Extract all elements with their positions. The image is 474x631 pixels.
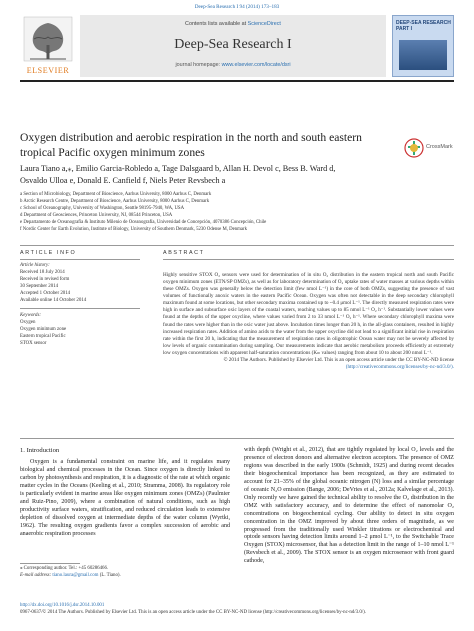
abstract-heading: ABSTRACT — [163, 250, 205, 256]
header-rule — [20, 80, 454, 82]
email-label: E-mail address: — [20, 572, 53, 578]
keywords-label: Keywords: — [20, 312, 42, 318]
elsevier-logo — [20, 15, 76, 77]
page-bottom — [20, 603, 454, 617]
affiliation: a Section of Microbiology, Department of Bioscience, Aarhus University, 8000 Aarhus C, Denmark — [20, 192, 212, 197]
abstract-rule — [163, 259, 454, 260]
article-title: Oxygen distribution and aerobic respiration in the north and south eastern tropical Pacific oxygen minimum zones — [20, 131, 362, 159]
history-item: Accepted 1 October 2014 — [20, 291, 71, 297]
license-link[interactable]: (http://creativecommons.org/licenses/by-nc-nd/3.0/). — [345, 364, 454, 371]
article-info-rule — [20, 259, 140, 260]
journal-homepage — [80, 62, 386, 68]
journal-reference[interactable]: Deep-Sea Research I 94 (2014) 173–183 — [194, 4, 280, 10]
history-item: Received in revised form — [20, 277, 70, 283]
keywords-rule — [20, 308, 140, 309]
journal-title: Deep-Sea Research I — [174, 37, 292, 52]
affiliations — [20, 191, 454, 233]
footnote-rule — [20, 563, 80, 564]
intro-right-column: with depth (Wright et al., 2012), that are tightly regulated by local O₂ levels and the presence of electron donors and alternative electron acceptors. The presence of OMZ regions was described in the early 1900s (Schmidt, 1925) and during recent decades their biogeochemical importance has been recognized, as they are estimated to account for 21–35% of the global oceanic nitrogen (N) loss and a similar percentage of oceanic N₂O emission (Bange, 2006; DeVries et al., 2012a; Kalvelage et al., 2013). Only recently we have gained the technical ability to resolve the O₂ distribution in the OMZ with satisfactory accuracy, and to determine the effect of nanomolar O₂ concentrations on biogeochemical cycling. Our ability to detect in situ oxygen concentration in the OMZ improved by about three orders of magnitude, as we progressed from the traditionally used Winkler titrations or electrochemical and optode sensors having detection limits around 1–2 μmol L⁻¹, to the Switchable Trace Oxygen (STOX) microsensor, that has a detection limit in the range of 1–10 nmol L⁻¹ (Revsbech et al., 2009). The STOX sensor is an oxygen microsensor with front guard cathode, — [244, 447, 454, 565]
email-line — [20, 573, 230, 580]
abstract-text: Highly sensitive STOX O₂ sensors were used for determination of in situ O₂ distribution in the eastern tropical north and south Pacific oxygen minimum zones (ETN/SP OMZs), as well as for laboratory determination of O₂ uptake rates of water masses at various depths within these OMZs. Oxygen was generally below the detection limit (few nmol L⁻¹) in the core of both OMZs, suggesting the presence of vast volumes of functionally anoxic waters in the eastern Pacific Ocean. Oxygen was often not detectable in the deep secondary chlorophyll maximum found at some locations, but other secondary maxima contained up to ~0.4 μmol L⁻¹. The directly measured respiration rates were high in surface and subsurface oxic layers of the coastal waters, reaching values up to 85 nmol L⁻¹ O₂ h⁻¹. Substantially lower values were found at the depths of the upper oxycline, where values varied from 2 to 33 nmol L⁻¹ O₂ h⁻¹. Where secondary chlorophyll maxima were found the rates were higher than in the oxic water just above. Incubation times longer than 20 h, in the all-glass containers, resulted in highly increased respiration rates. Addition of amino acids to the water from the upper oxycline did not lead to a significant initial rise in respiration rate within the first 20 h, indicating that the measurement of respiration rates in oligotrophic Ocean water may not be severely affected by low levels of organic contamination during sampling. Our measurements indicate that aerobic metabolism proceeds efficiently at extremely low oxygen concentrations with apparent half-saturation concentrations (Kₘ values) ranging from about 10 to about 200 nmol L⁻¹. — [163, 272, 454, 356]
history-item: Available online 14 October 2014 — [20, 298, 87, 304]
doi-link[interactable]: http://dx.doi.org/10.1016/j.dsr.2014.10.001 — [20, 603, 105, 608]
email-suffix: (L. Tiano). — [98, 572, 121, 578]
abstract-bottom-rule — [20, 438, 454, 439]
crossmark-icon — [404, 138, 424, 158]
footnotes — [20, 566, 230, 580]
affiliation: b Arctic Research Centre, Department of Bioscience, Aarhus University, 8000 Aarhus C, Denmark — [20, 199, 210, 204]
contents-prefix: Contents lists available at — [185, 21, 248, 27]
abstract — [163, 272, 454, 371]
history-item: Received 18 July 2014 — [20, 270, 65, 276]
copyright: 0967-0637/© 2014 The Authors. Published by Elsevier Ltd. This is an open access article under the CC BY-NC-ND license (http://creativecommons.org/licenses/by-nc-nd/3.0/). — [20, 609, 366, 615]
contents-line — [80, 21, 386, 27]
crossmark-label: CrossMark — [426, 144, 453, 150]
corresponding-author: ⁎ Corresponding author. Tel.: +45 60286466. — [20, 566, 109, 571]
intro-heading: 1. Introduction — [20, 447, 60, 454]
affiliation: e Departamento de Oceanografía & Instituto Milenio de Oceanografía, Universidad de Concepción, 4070386 Concepción, Chile — [20, 220, 267, 225]
keyword: Eastern tropical Pacific — [20, 333, 66, 339]
authors-line-2: Osvaldo Ulloa e, Donald E. Canfield f, Niels Peter Revsbech a — [20, 176, 226, 185]
keyword: Oxygen minimum zone — [20, 326, 67, 332]
publisher-name: ELSEVIER — [26, 66, 70, 75]
affiliation: f Nordic Center for Earth Evolution, Institute of Biology, University of Southern Denmark, 5230 Odense M, Denmark — [20, 227, 247, 232]
crossmark-badge[interactable] — [404, 138, 454, 158]
keyword: Oxygen — [20, 319, 36, 325]
authors-line-1: Laura Tiano a,⁎, Emilio Garcia-Robledo a, Tage Dalsgaard b, Allan H. Devol c, Bess B. Ward d, — [20, 164, 336, 173]
license-text: © 2014 The Authors. Published by Elsevier Ltd. This is an open access article under the CC BY-NC-ND license — [223, 356, 454, 363]
history-item: 30 September 2014 — [20, 284, 59, 290]
article-info — [20, 262, 140, 347]
homepage-prefix: journal homepage: — [175, 62, 222, 68]
email-link[interactable]: tiano.laura@gmail.com — [52, 572, 99, 578]
section-rule — [20, 245, 454, 246]
cover-title: DEEP-SEA RESEARCH PART I — [396, 20, 451, 32]
history-label: Article history: — [20, 263, 50, 268]
intro-left-column: Oxygen is a fundamental constraint on marine life, and it regulates many biological and chemical processes in the Ocean. Since oxygen is directly linked to carbon by photosynthesis and respiration, it is a diagnostic of the rate at which organic matter cycles in the Oceans (Keeling et al., 2010; Stramma, 2008). Its regulatory role is particularly evident in marine areas like oxygen minimum zones (OMZs) (Paulmier and Ruiz-Pino, 2009), where a combination of natural conditions, such as high productivity surface waters, stratification, and reduced circulation leads to extensive depletion of dissolved oxygen at intermediate depths of the water column (Wyrtki, 1962). The resulting oxygen gradients favor a complex succession of aerobic and anaerobic respiration processes — [20, 459, 230, 537]
affiliation: d Department of Geosciences, Princeton University, NJ, 08544 Princeton, USA — [20, 213, 173, 218]
keyword: STOX sensor — [20, 340, 47, 346]
homepage-link[interactable]: www.elsevier.com/locate/dsri — [221, 62, 291, 68]
affiliation: c School of Oceanography, University of Washington, Seattle 98195-7940, WA, USA — [20, 206, 185, 211]
journal-cover — [392, 15, 454, 77]
article-info-heading: ARTICLE INFO — [20, 250, 77, 256]
cover-image — [399, 40, 447, 70]
sciencedirect-link[interactable]: ScienceDirect — [247, 21, 281, 27]
authors — [20, 163, 454, 187]
journal-header — [80, 15, 386, 77]
abstract-license — [163, 357, 454, 371]
